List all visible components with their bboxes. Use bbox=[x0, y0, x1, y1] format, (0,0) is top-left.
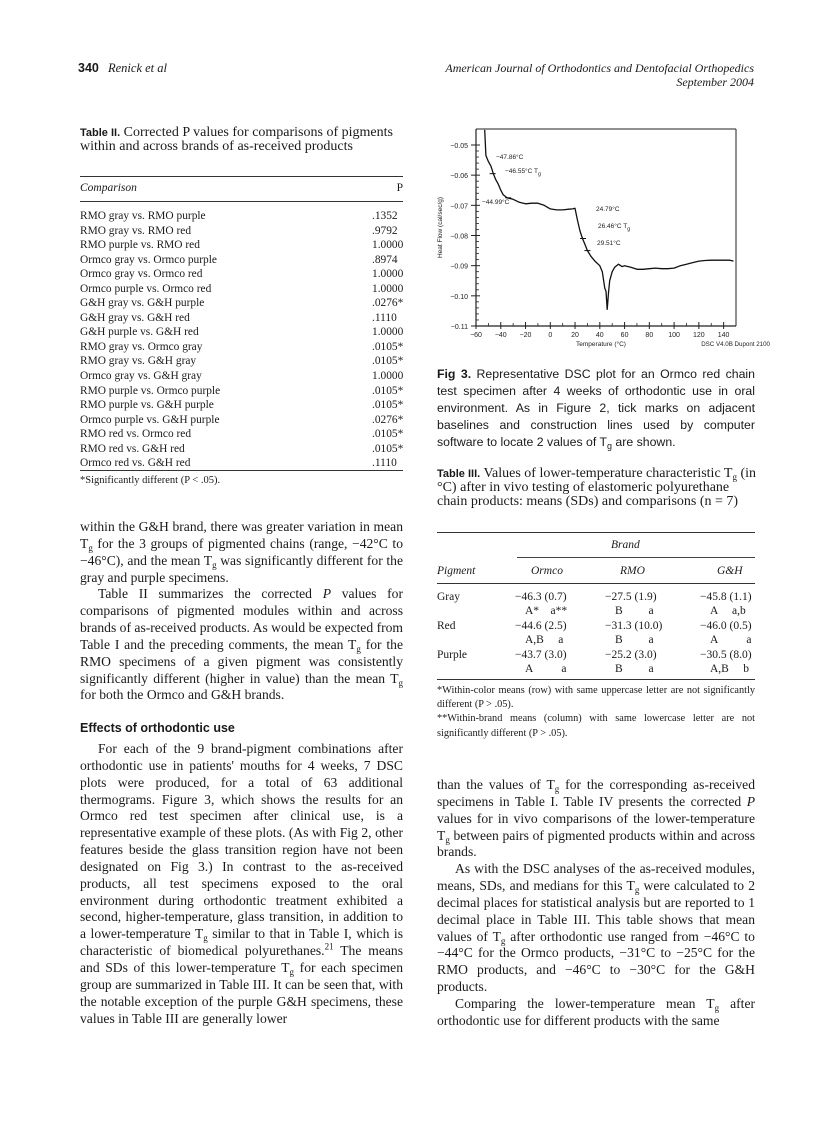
subscript: g bbox=[732, 472, 737, 482]
table-row bbox=[80, 384, 403, 399]
mean-sd-cell: −31.3 (10.0) bbox=[605, 620, 663, 632]
dsc-plot-svg bbox=[430, 120, 770, 360]
table2-header-row bbox=[80, 182, 403, 194]
p-value-cell: 1.0000 bbox=[372, 239, 404, 252]
table2-caption bbox=[80, 126, 400, 154]
text-run: (in °C) after in vivo testing of elastomeric polyurethane chain products: means (SDs) and comparisons (n = 7) bbox=[437, 466, 757, 509]
table-row bbox=[80, 427, 403, 442]
italic-text: P bbox=[322, 586, 331, 602]
annotation-text: 29.51°C bbox=[597, 240, 621, 247]
table-row bbox=[80, 296, 403, 311]
running-header-right bbox=[445, 61, 754, 89]
annotation-text: −47.86°C bbox=[496, 154, 524, 161]
table3-label: Table III. bbox=[437, 468, 481, 480]
text-run: For each of the 9 brand-pigment combinations after orthodontic use in patients' mouths for 4 weeks, 7 DSC plots were produced, for a total of 63 additional thermograms. Figure 3, which shows the results for an Ormco red test specimen after clinical use, is a representative example of these plots. (As with Fig 2, other features beside the glass transition region have not been designated on Fig 3.) In contrast to the as-received products, all test specimens exposed to the oral environment during orthodontic treatment exhibited a second, higher-temperature, glass transition, in addition to a lower-temperature T bbox=[80, 741, 403, 942]
table-row bbox=[80, 311, 403, 326]
text-run: similar to that in Table I, which is characteristic of biomedical polyurethanes. bbox=[80, 926, 403, 959]
subscript: g bbox=[398, 677, 403, 688]
left-column-text-bottom bbox=[80, 741, 403, 1027]
comparison-letters-cell: A* a** bbox=[525, 605, 568, 617]
table-row bbox=[80, 456, 403, 471]
paragraph bbox=[437, 861, 755, 996]
comparison-letters-cell: A a bbox=[525, 663, 567, 675]
text-run: for each specimen group are summarized in Table III. It can be seen that, with the notable exception of the purple G&H specimens, these values in Table III are generally lower bbox=[80, 959, 403, 1026]
p-value-cell: .1110 bbox=[372, 457, 397, 470]
text-run: after orthodontic use ranged from −46°C to −44°C for the Ormco products, −31°C to −25°C for the RMO products, and −46°C to −30°C for the G&H products. bbox=[437, 928, 755, 995]
comparison-letters-cell: A,B a bbox=[525, 634, 564, 646]
left-column-text-top bbox=[80, 519, 403, 704]
subscript: g bbox=[212, 559, 217, 570]
temperature-annotation bbox=[496, 153, 524, 161]
italic-text: P bbox=[746, 793, 755, 809]
p-value-cell: .1110 bbox=[372, 311, 397, 324]
paragraph bbox=[437, 996, 755, 1030]
p-value-cell: .0276* bbox=[372, 413, 404, 426]
citation-superscript: 21 bbox=[324, 941, 334, 952]
table-row bbox=[80, 325, 403, 340]
text-run: for the corresponding as-received specimens in Table I. Table IV presents the corrected bbox=[437, 777, 756, 809]
p-value-cell: .0105* bbox=[372, 355, 404, 368]
annotation-text: −44.99°C bbox=[482, 199, 510, 206]
subscript: g bbox=[445, 834, 450, 845]
temperature-annotation bbox=[597, 239, 621, 247]
text-run: for both the Ormco and G&H brands. bbox=[80, 687, 285, 703]
table3-header-rule bbox=[437, 583, 755, 584]
comparison-cell: RMO purple vs. G&H purple bbox=[80, 399, 214, 412]
paragraph bbox=[80, 586, 403, 704]
p-value-cell: 1.0000 bbox=[372, 326, 404, 339]
comparison-cell: Ormco gray vs. Ormco red bbox=[80, 268, 203, 281]
table3-footnote-2: **Within-brand means (column) with same lowercase letter are not significantly different (P > .05). bbox=[437, 713, 755, 739]
text-run: The means and SDs of this lower-temperature T bbox=[80, 943, 404, 975]
x-tick-label: 20 bbox=[571, 332, 579, 339]
table-row bbox=[80, 398, 403, 413]
table3-caption-text bbox=[437, 466, 756, 509]
p-value-cell: .0105* bbox=[372, 340, 404, 353]
x-tick-label: −60 bbox=[470, 332, 482, 339]
x-tick-label: 80 bbox=[645, 332, 654, 339]
table-row bbox=[80, 267, 403, 282]
mean-sd-cell: −45.8 (1.1) bbox=[700, 591, 752, 603]
table2-header-rule bbox=[80, 201, 403, 202]
comparison-cell: RMO red vs. G&H red bbox=[80, 442, 185, 455]
page-number: 340 bbox=[78, 61, 99, 75]
mean-sd-cell: −25.2 (3.0) bbox=[605, 649, 657, 661]
subscript: g bbox=[634, 885, 640, 896]
x-tick-label: −40 bbox=[494, 332, 507, 339]
x-tick-label: 100 bbox=[668, 332, 680, 339]
table2-caption-text: Corrected P values for comparisons of pigments within and across brands of as-received products bbox=[80, 125, 393, 154]
subscript: g bbox=[289, 966, 295, 977]
comparison-cell: Ormco red vs. G&H red bbox=[80, 457, 191, 470]
temperature-annotation bbox=[596, 205, 620, 213]
paragraph bbox=[80, 741, 403, 1027]
comparison-cell: Ormco gray vs. Ormco purple bbox=[80, 253, 217, 266]
table-row bbox=[80, 224, 403, 239]
subscript: g bbox=[356, 643, 361, 654]
p-value-cell: .0276* bbox=[372, 297, 404, 310]
comparison-cell: RMO gray vs. G&H gray bbox=[80, 355, 197, 368]
x-tick-label: −20 bbox=[519, 332, 532, 339]
figure3-caption-text bbox=[437, 367, 755, 449]
comparison-cell: G&H purple vs. G&H red bbox=[80, 326, 199, 339]
comparison-cell: RMO purple vs. RMO red bbox=[80, 239, 200, 252]
p-value-cell: .8974 bbox=[372, 253, 398, 266]
paragraph bbox=[437, 777, 755, 861]
table3-footnotes bbox=[437, 684, 755, 741]
x-tick-label: 140 bbox=[717, 332, 730, 339]
table-row bbox=[80, 282, 403, 297]
table-row bbox=[80, 340, 403, 355]
annotation-text: 26.46°C T bbox=[598, 223, 628, 230]
text-run: was significantly different for the gray and purple specimens. bbox=[80, 552, 403, 585]
table-row bbox=[80, 369, 403, 384]
comparison-letters-cell: B a bbox=[615, 605, 654, 617]
table3-col-pigment: Pigment bbox=[437, 565, 476, 577]
text-run: for the RMO specimens of a given pigment was consistently significantly different (higher in value) than the mean T bbox=[80, 636, 403, 686]
table3-col-gh: G&H bbox=[717, 565, 743, 577]
p-value-cell: .9792 bbox=[372, 224, 398, 237]
table3-brand-rule bbox=[517, 557, 755, 558]
mean-sd-cell: −43.7 (3.0) bbox=[515, 649, 567, 661]
dsc-chart bbox=[430, 120, 770, 360]
x-axis-label: Temperature (°C) bbox=[576, 341, 626, 348]
table-row bbox=[80, 209, 403, 224]
comparison-letters-cell: A a bbox=[710, 634, 752, 646]
comparison-cell: RMO gray vs. RMO purple bbox=[80, 210, 206, 222]
annotation-subscript: g bbox=[627, 226, 631, 233]
x-tick-label: 0 bbox=[548, 332, 553, 339]
paragraph bbox=[80, 519, 403, 586]
text-run: Values of lower-temperature characteristic T bbox=[483, 466, 733, 481]
comparison-letters-cell: B a bbox=[615, 634, 654, 646]
table-row bbox=[80, 238, 403, 253]
annotation-subscript: g bbox=[538, 171, 542, 178]
comparison-cell: G&H gray vs. G&H red bbox=[80, 311, 190, 324]
text-run: were calculated to 2 decimal places for statistical analysis but are reported to 1 decimal place in Table III. This table shows that mean values of T bbox=[437, 878, 755, 944]
journal-title: American Journal of Orthodontics and Dentofacial Orthopedics bbox=[445, 61, 754, 75]
mean-sd-cell: −27.5 (1.9) bbox=[605, 591, 657, 603]
text-run: are shown. bbox=[612, 434, 676, 449]
temperature-annotation bbox=[482, 198, 510, 206]
text-run: within the G&H brand, there was greater variation in mean T bbox=[80, 519, 403, 551]
subscript: g bbox=[500, 935, 506, 946]
mean-sd-cell: −46.3 (0.7) bbox=[515, 591, 567, 603]
y-tick-label: −0.05 bbox=[450, 142, 468, 150]
table2-footnote: *Significantly different (P < .05). bbox=[80, 475, 221, 486]
table2-label: Table II. bbox=[80, 127, 121, 139]
p-value-cell: 1.0000 bbox=[372, 268, 404, 281]
comparison-cell: G&H gray vs. G&H purple bbox=[80, 297, 205, 310]
y-tick-label: −0.11 bbox=[450, 324, 468, 331]
table3-group-header: Brand bbox=[611, 539, 640, 551]
subscript: g bbox=[606, 440, 612, 451]
subscript: g bbox=[88, 542, 93, 553]
subscript: g bbox=[554, 784, 560, 794]
table-row bbox=[80, 354, 403, 369]
y-tick-label: −0.07 bbox=[450, 203, 468, 211]
pigment-cell: Red bbox=[437, 620, 456, 632]
mean-sd-cell: −30.5 (8.0) bbox=[700, 649, 752, 661]
table2-bottom-rule bbox=[80, 470, 403, 471]
y-tick-label: −0.08 bbox=[450, 233, 468, 241]
comparison-cell: RMO purple vs. Ormco purple bbox=[80, 384, 221, 397]
p-value-cell: .1352 bbox=[372, 210, 398, 222]
pigment-cell: Gray bbox=[437, 591, 460, 603]
text-run: than the values of T bbox=[437, 777, 555, 792]
y-tick-label: −0.09 bbox=[450, 263, 468, 271]
table3-caption bbox=[437, 467, 757, 509]
p-value-cell: .0105* bbox=[372, 442, 404, 455]
text-run: Comparing the lower-temperature mean T bbox=[455, 995, 715, 1011]
x-tick-label: 40 bbox=[595, 332, 604, 339]
mean-sd-cell: −46.0 (0.5) bbox=[700, 620, 752, 632]
p-value-cell: .0105* bbox=[372, 428, 404, 441]
text-run: Table II summarizes the corrected bbox=[98, 586, 323, 602]
figure3-caption bbox=[437, 366, 755, 451]
y-tick-label: −0.10 bbox=[450, 293, 468, 301]
table3-top-rule bbox=[437, 532, 755, 533]
x-tick-label: 60 bbox=[620, 332, 629, 339]
text-run: for the 3 groups of pigmented chains (range, −42°C to −46°C), and the mean T bbox=[80, 535, 403, 568]
comparison-cell: RMO gray vs. Ormco gray bbox=[80, 340, 203, 353]
comparison-cell: Ormco purple vs. G&H purple bbox=[80, 413, 220, 426]
issue-date: September 2004 bbox=[676, 75, 754, 89]
temperature-annotation bbox=[505, 167, 541, 178]
table2-top-rule bbox=[80, 176, 403, 177]
comparison-letters-cell: B a bbox=[615, 663, 654, 675]
x-tick-label: 120 bbox=[693, 332, 705, 339]
subscript: g bbox=[714, 1002, 720, 1013]
comparison-letters-cell: A,B b bbox=[710, 663, 749, 675]
y-axis-label: Heat Flow (cal/sec/g) bbox=[437, 196, 444, 259]
running-header-left bbox=[78, 61, 167, 76]
comparison-cell: Ormco purple vs. Ormco red bbox=[80, 282, 212, 295]
subscript: g bbox=[203, 933, 208, 944]
instrument-label: DSC V4.0B Dupont 2100 bbox=[701, 341, 770, 348]
figure3-label: Fig 3. bbox=[437, 367, 472, 381]
text-run: Representative DSC plot for an Ormco red chain test specimen after 4 weeks of orthodontic use in oral environment. As in Figure 2, tick marks on adjacent baselines and construction lines used by computer software to locate 2 values of T bbox=[437, 367, 755, 449]
annotation-text: 24.79°C bbox=[596, 206, 620, 213]
temperature-annotation bbox=[598, 222, 630, 233]
text-run: values for in vivo comparisons of the lower-temperature T bbox=[437, 810, 755, 843]
table-row bbox=[80, 413, 403, 428]
text-run: between pairs of pigmented products within and across brands. bbox=[437, 827, 755, 860]
comparison-cell: RMO red vs. Ormco red bbox=[80, 428, 192, 441]
p-value-cell: .0105* bbox=[372, 384, 404, 397]
p-value-cell: .0105* bbox=[372, 399, 404, 412]
right-column-text bbox=[437, 777, 755, 1030]
annotation-text: −46.55°C T bbox=[505, 168, 539, 175]
y-tick-label: −0.06 bbox=[450, 173, 468, 181]
table3-col-rmo: RMO bbox=[620, 565, 645, 577]
comparison-cell: Ormco gray vs. G&H gray bbox=[80, 370, 202, 383]
authors: Renick et al bbox=[107, 61, 167, 75]
table3-col-ormco: Ormco bbox=[531, 565, 563, 577]
comparison-cell: RMO gray vs. RMO red bbox=[80, 224, 192, 237]
table2-body bbox=[80, 209, 403, 471]
text-run: values for comparisons of pigmented modules within and across brands of as-received products. As would be expected from Table I and the preceding comments, the mean T bbox=[80, 586, 403, 652]
mean-sd-cell: −44.6 (2.5) bbox=[515, 620, 567, 632]
comparison-letters-cell: A a,b bbox=[710, 605, 746, 617]
table3-footnote-1: *Within-color means (row) with same uppercase letter are not significantly different (P > .05). bbox=[437, 685, 755, 711]
p-value-cell: 1.0000 bbox=[372, 370, 404, 383]
table2-col-comparison: Comparison bbox=[80, 182, 137, 194]
table-row bbox=[80, 253, 403, 268]
text-run: after orthodontic use for different products with the same bbox=[437, 995, 756, 1028]
p-value-cell: 1.0000 bbox=[372, 282, 404, 295]
table3-bottom-rule bbox=[437, 679, 755, 680]
pigment-cell: Purple bbox=[437, 649, 468, 661]
text-run: As with the DSC analyses of the as-received modules, means, SDs, and medians for this T bbox=[437, 861, 755, 894]
table2-col-p: P bbox=[396, 182, 403, 194]
section-heading: Effects of orthodontic use bbox=[80, 721, 235, 735]
table-row bbox=[80, 442, 403, 457]
